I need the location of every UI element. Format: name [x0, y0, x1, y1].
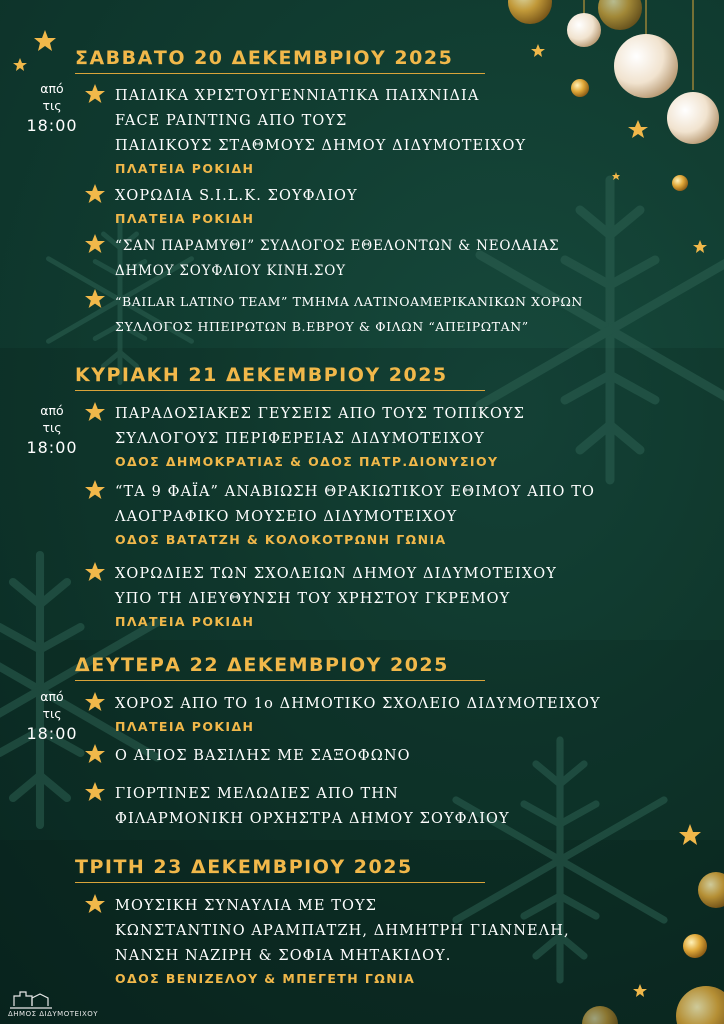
time-from-label: από [40, 403, 64, 418]
event-text: ΚΩΝΣΤΑΝΤΙΝΟ ΑΡΑΜΠΑΤΖΗ, ΔΗΜΗΤΡΗ ΓΙΑΝΝΕΛΗ, [115, 923, 570, 939]
event-text: ΠΑΡΑΔΟΣΙΑΚΕΣ ΓΕΥΣΕΙΣ ΑΠΟ ΤΟΥΣ ΤΟΠΙΚΟΥΣ [115, 406, 525, 422]
star-bullet-icon [84, 183, 106, 205]
time-of-label: τις [42, 98, 62, 113]
event-text: ΓΙΟΡΤΙΝΕΣ ΜΕΛΩΔΙΕΣ ΑΠΟ ΤΗΝ [115, 786, 399, 802]
event-location: ΟΔΟΣ ΒΑΤΑΤΖΗ & ΚΟΛΟΚΟΤΡΩΝΗ ΓΩΝΙΑ [115, 532, 447, 547]
event-text: ΜΟΥΣΙΚΗ ΣΥΝΑΥΛΙΑ ΜΕ ΤΟΥΣ [115, 898, 378, 914]
day-heading: ΤΡΙΤΗ 23 ΔΕΚΕΜΒΡΙΟΥ 2025 [75, 854, 485, 883]
day-heading: ΔΕΥΤΕΡΑ 22 ΔΕΚΕΜΒΡΙΟΥ 2025 [75, 652, 485, 681]
logo-text: ΔΗΜΟΣ ΔΙΔΥΜΟΤΕΙΧΟΥ [8, 1010, 99, 1018]
day-heading: ΚΥΡΙΑΚΗ 21 ΔΕΚΕΜΒΡΙΟΥ 2025 [75, 362, 485, 391]
event-text: ΥΠΟ ΤΗ ΔΙΕΥΘΥΝΣΗ ΤΟΥ ΧΡΗΣΤΟΥ ΓΚΡΕΜΟΥ [115, 591, 511, 607]
star-bullet-icon [84, 83, 106, 105]
event-location: ΟΔΟΣ ΒΕΝΙΖΕΛΟΥ & ΜΠΕΓΕΤΗ ΓΩΝΙΑ [115, 971, 416, 986]
event-text: “BAILAR LATINO TEAM” ΤΜΗΜΑ ΛΑΤΙΝΟΑΜΕΡΙΚΑΝΙΚΩΝ ΧΟΡΩΝ [115, 294, 583, 309]
event-text: Ο ΑΓΙΟΣ ΒΑΣΙΛΗΣ ΜΕ ΣΑΞΟΦΩΝΟ [115, 748, 411, 764]
time-value: 18:00 [26, 724, 78, 743]
event-location: ΟΔΟΣ ΔΗΜΟΚΡΑΤΙΑΣ & ΟΔΟΣ ΠΑΤΡ.ΔΙΟΝΥΣΙΟΥ [115, 454, 499, 469]
time-from-label: από [40, 81, 64, 96]
time-value: 18:00 [26, 438, 78, 457]
star-bullet-icon [84, 743, 106, 765]
event-text: ΛΑΟΓΡΑΦΙΚΟ ΜΟΥΣΕΙΟ ΔΙΔΥΜΟΤΕΙΧΟΥ [115, 509, 458, 525]
event-text: ΠΑΙΔΙΚΑ ΧΡΙΣΤΟΥΓΕΝΝΙΑΤΙΚΑ ΠΑΙΧΝΙΔΙΑ [115, 88, 480, 104]
star-bullet-icon [84, 233, 106, 255]
day-heading: ΣΑΒΒΑΤΟ 20 ΔΕΚΕΜΒΡΙΟΥ 2025 [75, 45, 485, 74]
star-bullet-icon [84, 893, 106, 915]
star-bullet-icon [84, 781, 106, 803]
event-location: ΠΛΑΤΕΙΑ ΡΟΚΙΔΗ [115, 161, 255, 176]
event-location: ΠΛΑΤΕΙΑ ΡΟΚΙΔΗ [115, 614, 255, 629]
star-bullet-icon [84, 288, 106, 310]
time-of-label: τις [42, 420, 62, 435]
event-text: “ΤΑ 9 ΦΑΪΑ” ΑΝΑΒΙΩΣΗ ΘΡΑΚΙΩΤΙΚΟΥ ΕΘΙΜΟΥ ΑΠΟ ΤΟ [115, 484, 596, 500]
event-text: ΝΑΝΣΗ ΝΑΖΙΡΗ & ΣΟΦΙΑ ΜΗΤΑΚΙΔΟΥ. [115, 948, 452, 964]
time-block [22, 80, 82, 137]
star-bullet-icon [84, 561, 106, 583]
event-text: ΣΥΛΛΟΓΟΥΣ ΠΕΡΙΦΕΡΕΙΑΣ ΔΙΔΥΜΟΤΕΙΧΟΥ [115, 431, 485, 447]
star-bullet-icon [84, 401, 106, 423]
event-text: ΧΟΡΟΣ ΑΠΟ ΤΟ 1ο ΔΗΜΟΤΙΚΟ ΣΧΟΛΕΙΟ ΔΙΔΥΜΟΤΕΙΧΟΥ [115, 696, 601, 712]
time-value: 18:00 [26, 116, 78, 135]
star-bullet-icon [84, 691, 106, 713]
event-text: ΠΑΙΔΙΚΟΥΣ ΣΤΑΘΜΟΥΣ ΔΗΜΟΥ ΔΙΔΥΜΟΤΕΙΧΟΥ [115, 138, 527, 154]
time-block [22, 688, 82, 745]
time-of-label: τις [42, 706, 62, 721]
star-bullet-icon [84, 479, 106, 501]
event-text: ΣΥΛΛΟΓΟΣ ΗΠΕΙΡΩΤΩΝ Β.ΕΒΡΟΥ & ΦΙΛΩΝ “ΑΠΕΙΡΩΤΑΝ” [115, 319, 529, 334]
event-text: ΦΙΛΑΡΜΟΝΙΚΗ ΟΡΧΗΣΤΡΑ ΔΗΜΟΥ ΣΟΥΦΛΙΟΥ [115, 811, 510, 827]
event-text: “ΣΑΝ ΠΑΡΑΜΥΘΙ” ΣΥΛΛΟΓΟΣ ΕΘΕΛΟΝΤΩΝ & ΝΕΟΛΑΙΑΣ [115, 238, 560, 254]
event-text: ΧΟΡΩΔΙΕΣ ΤΩΝ ΣΧΟΛΕΙΩΝ ΔΗΜΟΥ ΔΙΔΥΜΟΤΕΙΧΟΥ [115, 566, 557, 582]
time-from-label: από [40, 689, 64, 704]
event-location: ΠΛΑΤΕΙΑ ΡΟΚΙΔΗ [115, 719, 255, 734]
event-location: ΠΛΑΤΕΙΑ ΡΟΚΙΔΗ [115, 211, 255, 226]
time-block [22, 402, 82, 459]
event-text: ΧΟΡΩΔΙΑ S.I.L.K. ΣΟΥΦΛΙΟΥ [115, 188, 358, 204]
event-text: ΔΗΜΟΥ ΣΟΥΦΛΙΟΥ ΚΙΝΗ.ΣΟΥ [115, 263, 346, 279]
event-text: FACE PAINTING ΑΠΟ ΤΟΥΣ [115, 113, 348, 129]
